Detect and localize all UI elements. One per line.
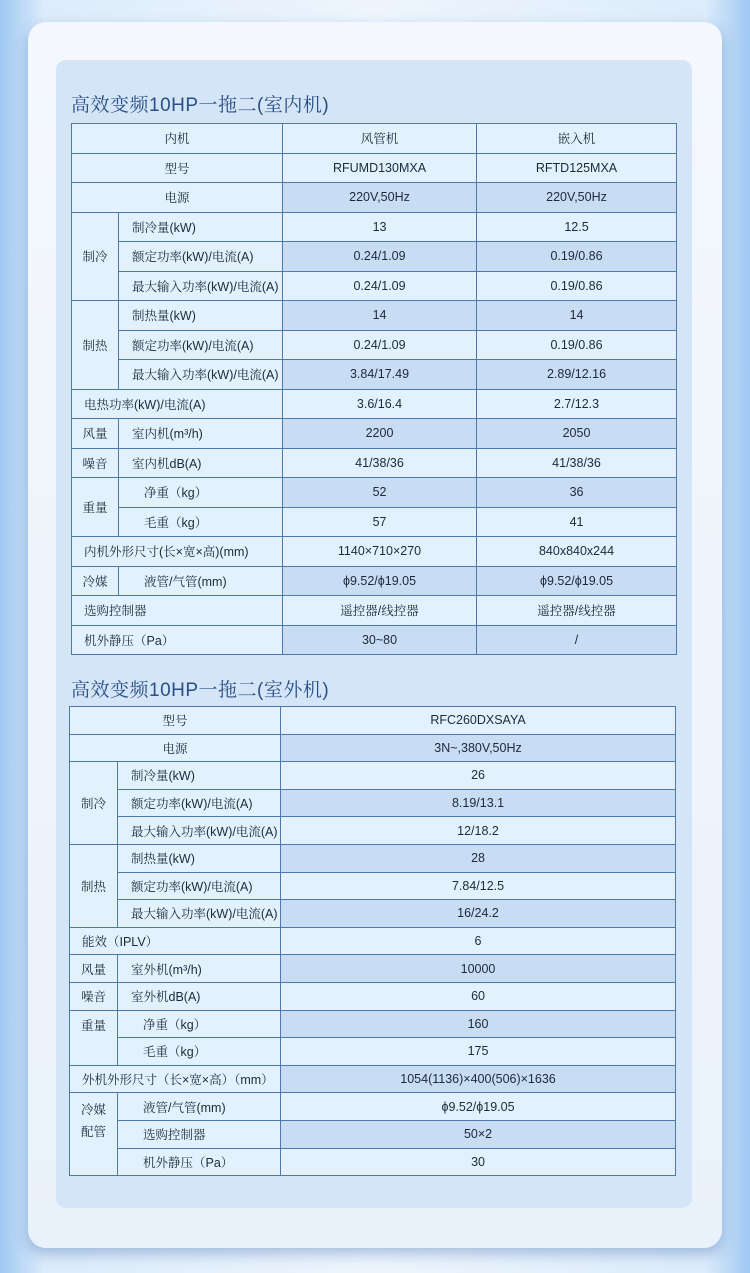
row-label: 制热量(kW) [118, 844, 281, 872]
cell-value: 12/18.2 [281, 817, 676, 845]
row-label: 电源 [70, 734, 281, 762]
group-label: 重量 [70, 1010, 118, 1065]
cell-value: ϕ9.52/ϕ19.05 [281, 1093, 676, 1121]
table-row [72, 566, 677, 596]
cell-value: 3.6/16.4 [283, 389, 477, 419]
row-label: 电热功率(kW)/电流(A) [72, 389, 283, 419]
cell-value: 1054(1136)×400(506)×1636 [281, 1065, 676, 1093]
group-label: 重量 [72, 478, 119, 537]
group-label: 风量 [70, 955, 118, 983]
cell-value: 14 [477, 301, 677, 331]
row-label: 室内机dB(A) [119, 448, 283, 478]
table-row [70, 844, 676, 872]
cell-value: 0.24/1.09 [283, 242, 477, 272]
table-row [72, 537, 677, 567]
row-label: 最大输入功率(kW)/电流(A) [119, 360, 283, 390]
table-row [72, 271, 677, 301]
table-row [72, 625, 677, 655]
header-col2: 嵌入机 [477, 124, 677, 154]
table-row [70, 707, 676, 735]
cell-value: 41/38/36 [283, 448, 477, 478]
cell-value: 0.19/0.86 [477, 271, 677, 301]
cell-value: 13 [283, 212, 477, 242]
table-row [70, 817, 676, 845]
cell-value: 52 [283, 478, 477, 508]
cell-value: 10000 [281, 955, 676, 983]
cell-value: 26 [281, 762, 676, 790]
cell-value: 50×2 [281, 1120, 676, 1148]
outdoor-title: 高效变频10HP一拖二(室外机) [71, 680, 330, 701]
cell-value: ϕ9.52/ϕ19.05 [283, 566, 477, 596]
cell-value: RFTD125MXA [477, 153, 677, 183]
group-label: 噪音 [70, 982, 118, 1010]
table-row [72, 389, 677, 419]
cell-value: 7.84/12.5 [281, 872, 676, 900]
cell-value: 12.5 [477, 212, 677, 242]
table-row [70, 1093, 676, 1121]
cell-value: 41 [477, 507, 677, 537]
row-label: 能效（IPLV） [70, 927, 281, 955]
cell-value: 28 [281, 844, 676, 872]
row-label: 室外机(m³/h) [118, 955, 281, 983]
cell-value: 遥控器/线控器 [477, 596, 677, 626]
cell-value: 16/24.2 [281, 900, 676, 928]
cell-value: 8.19/13.1 [281, 789, 676, 817]
table-row [70, 789, 676, 817]
cell-value: 57 [283, 507, 477, 537]
row-label: 额定功率(kW)/电流(A) [118, 789, 281, 817]
row-label: 净重（kg） [118, 1010, 281, 1038]
cell-value: 2.89/12.16 [477, 360, 677, 390]
table-row [72, 212, 677, 242]
table-row [72, 478, 677, 508]
table-row [70, 734, 676, 762]
row-label: 外机外形尺寸（长×宽×高）（mm） [70, 1065, 281, 1093]
table-row [70, 1120, 676, 1148]
table-row [70, 900, 676, 928]
header-label: 内机 [72, 124, 283, 154]
cell-value: 60 [281, 982, 676, 1010]
table-row [70, 1148, 676, 1176]
cell-value: 175 [281, 1038, 676, 1066]
table-row [72, 183, 677, 213]
outdoor-spec-table [69, 706, 676, 1176]
table-row [70, 1010, 676, 1038]
group-label: 冷媒 [72, 566, 119, 596]
group-label: 噪音 [72, 448, 119, 478]
row-label: 额定功率(kW)/电流(A) [119, 242, 283, 272]
row-label: 电源 [72, 183, 283, 213]
table-row [70, 955, 676, 983]
table-row [72, 301, 677, 331]
row-label: 毛重（kg） [119, 507, 283, 537]
table-row [72, 596, 677, 626]
cell-value: 6 [281, 927, 676, 955]
table-row [72, 124, 677, 154]
indoor-spec-table [71, 123, 677, 655]
table-row [70, 762, 676, 790]
cell-value: 0.24/1.09 [283, 271, 477, 301]
piping-label-line2: 配管 [80, 1125, 106, 1140]
row-label: 型号 [70, 707, 281, 735]
cell-value: 2050 [477, 419, 677, 449]
row-label: 制冷量(kW) [118, 762, 281, 790]
cell-value: 2.7/12.3 [477, 389, 677, 419]
row-label: 制冷量(kW) [119, 212, 283, 242]
cell-value: 41/38/36 [477, 448, 677, 478]
table-row [70, 1065, 676, 1093]
cell-value: 1140×710×270 [283, 537, 477, 567]
group-label: 制冷 [70, 762, 118, 845]
piping-label-line1: 冷媒 [80, 1103, 106, 1118]
row-label: 制热量(kW) [119, 301, 283, 331]
cell-value: 30 [281, 1148, 676, 1176]
cell-value: 14 [283, 301, 477, 331]
cell-value: / [477, 625, 677, 655]
cell-value: ϕ9.52/ϕ19.05 [477, 566, 677, 596]
table-row [72, 419, 677, 449]
group-label: 制热 [70, 844, 118, 927]
table-row [70, 982, 676, 1010]
row-label: 选购控制器 [118, 1120, 281, 1148]
cell-value: 220V,50Hz [477, 183, 677, 213]
row-label: 内机外形尺寸(长×宽×高)(mm) [72, 537, 283, 567]
row-label: 室内机(m³/h) [119, 419, 283, 449]
row-label: 额定功率(kW)/电流(A) [118, 872, 281, 900]
row-label: 机外静压（Pa） [72, 625, 283, 655]
row-label: 室外机dB(A) [118, 982, 281, 1010]
table-row [72, 448, 677, 478]
group-label: 制热 [72, 301, 119, 390]
cell-value: 3.84/17.49 [283, 360, 477, 390]
row-label: 选购控制器 [72, 596, 283, 626]
cell-value: 36 [477, 478, 677, 508]
cell-value: 2200 [283, 419, 477, 449]
cell-value: 遥控器/线控器 [283, 596, 477, 626]
cell-value: 0.19/0.86 [477, 330, 677, 360]
cell-value: 0.19/0.86 [477, 242, 677, 272]
row-label: 额定功率(kW)/电流(A) [119, 330, 283, 360]
table-row [72, 330, 677, 360]
table-row [70, 1038, 676, 1066]
table-row [72, 360, 677, 390]
header-col1: 风管机 [283, 124, 477, 154]
row-label: 机外静压（Pa） [118, 1148, 281, 1176]
table-row [70, 872, 676, 900]
cell-value: 3N~,380V,50Hz [281, 734, 676, 762]
group-label-piping [70, 1093, 118, 1176]
row-label: 最大输入功率(kW)/电流(A) [118, 817, 281, 845]
cell-value: 30~80 [283, 625, 477, 655]
cell-value: 160 [281, 1010, 676, 1038]
table-row [72, 507, 677, 537]
table-row [72, 153, 677, 183]
row-label: 液管/气管(mm) [119, 566, 283, 596]
row-label: 型号 [72, 153, 283, 183]
cell-value: RFUMD130MXA [283, 153, 477, 183]
row-label: 液管/气管(mm) [118, 1093, 281, 1121]
cell-value: 0.24/1.09 [283, 330, 477, 360]
group-label: 制冷 [72, 212, 119, 301]
indoor-title: 高效变频10HP一拖二(室内机) [71, 95, 330, 116]
row-label: 毛重（kg） [118, 1038, 281, 1066]
table-row [72, 242, 677, 272]
table-row [70, 927, 676, 955]
row-label: 最大输入功率(kW)/电流(A) [118, 900, 281, 928]
row-label: 最大输入功率(kW)/电流(A) [119, 271, 283, 301]
row-label: 净重（kg） [119, 478, 283, 508]
cell-value: 840x840x244 [477, 537, 677, 567]
cell-value: RFC260DXSAYA [281, 707, 676, 735]
cell-value: 220V,50Hz [283, 183, 477, 213]
group-label: 风量 [72, 419, 119, 449]
